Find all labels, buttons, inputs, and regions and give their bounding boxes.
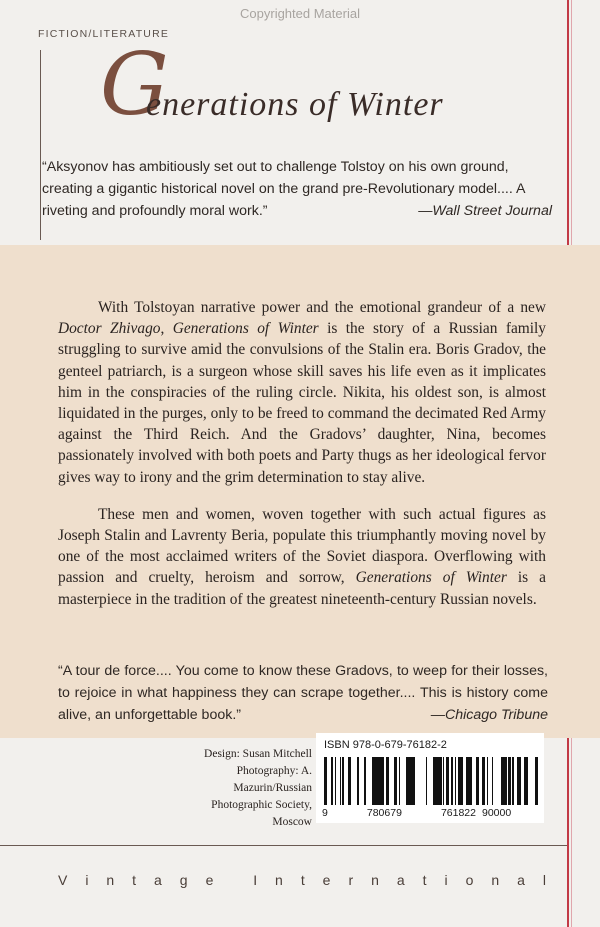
publisher-letter: e [322,872,331,888]
barcode-digits-right: 761822 [440,807,476,819]
barcode-bar [364,757,366,805]
description-paragraph-2: These men and women, woven together with such actual figures as Joseph Stalin and Lavrenty Beria, populate this triumphantly moving novel by one of the most acclaimed writers of the Soviet diaspora. Overflowing with passion and cruelty, heroism and sorrow, Generations of Winter is a masterpiece in the tradition of the greatest nineteenth-century Russian novels. [58,505,546,608]
barcode-bar [340,757,341,805]
publisher-letter [231,872,235,888]
barcode-bar [482,757,485,805]
credit-photography: Photography: A. Mazurin/Russian [233,765,312,794]
barcode-bar [406,757,408,805]
barcode-bar [379,757,382,805]
credits [180,746,312,831]
barcode-bar [471,757,472,805]
barcode-bar [433,757,436,805]
barcode-bar [394,757,395,805]
credit-design: Design: Susan Mitchell [204,748,312,760]
publisher-letter: i [444,872,448,888]
barcode-bar [535,757,538,805]
quote-source: —Wall Street Journal [418,203,552,219]
publisher-letter: e [205,872,214,888]
barcode-bar [439,757,442,805]
barcode-bar [443,757,444,805]
barcode-bar [512,757,514,805]
book-title [100,35,540,142]
publisher-letter: I [253,872,258,888]
barcode-bar [386,757,388,805]
barcode-bar [455,757,456,805]
title-initial: G [100,35,169,135]
barcode-bar [413,757,415,805]
review-quote-bottom [58,660,548,726]
barcode-bar [524,757,526,805]
credit-photography-org: Photographic Society, Moscow [211,799,312,828]
barcode-bar [438,757,439,805]
barcode-bar [517,757,518,805]
publisher-letter: n [275,872,283,888]
barcode-bar [343,757,344,805]
publisher-imprint [58,872,546,888]
publisher-letter: n [491,872,500,888]
barcode-addon-bars [476,757,538,805]
barcode-bar [373,757,376,805]
description-body [58,297,546,626]
barcode-bar [458,757,461,805]
barcode-bar [476,757,479,805]
publisher-letter: a [154,872,162,888]
barcode-bar [501,757,504,805]
quote-text: “A tour de force.... You come to know these Gradovs, to weep for their losses, to rejoice in what happiness they can scrape together.... This is history come alive, an unforgettable book.” [58,663,548,723]
barcode-bar [519,757,521,805]
barcode-bar [487,757,488,805]
barcode-bar [426,757,427,805]
barcode-bar [342,757,343,805]
barcode-bar [335,757,336,805]
barcode-bar [411,757,412,805]
barcode-bar [506,757,507,805]
barcode-digits [322,807,476,819]
barcode-bar [451,757,453,805]
isbn-text: ISBN 978-0-679-76182-2 [324,739,447,751]
publisher-letter: g [179,872,188,888]
barcode-bar [372,757,373,805]
publisher-letter: a [396,872,405,888]
barcode-bar [331,757,333,805]
barcode-bar [504,757,506,805]
barcode-main-bars [324,757,472,805]
publisher-letter: t [300,872,305,888]
barcode-bar [382,757,384,805]
barcode-bar [348,757,351,805]
barcode-bar [357,757,359,805]
barcode-bar [408,757,410,805]
publisher-letter: a [517,872,525,888]
watermark: Copyrighted Material [240,6,360,21]
publisher-letter: V [58,872,68,888]
rule-vertical-left-top [40,50,41,240]
category-label: FICTION/LITERATURE [38,28,170,40]
publisher-letter: n [371,872,379,888]
publisher-letter: o [465,872,474,888]
barcode-bar [468,757,471,805]
quote-text: “Aksyonov has ambitiously set out to challenge Tolstoy on his own ground, creating a gigantic historical novel on the grand pre-Revolutionary model.... A riveting and profoundly moral work.” [42,159,525,219]
barcode-bar [412,757,413,805]
publisher-letter: l [542,872,546,888]
description-paragraph-1: With Tolstoyan narrative power and the emotional grandeur of a new Doctor Zhivago, Generations of Winter is the story of a Russian family struggling to survive amid the convulsions of the Stalin era. Boris Gradov, the genteel patriarch, is a surgeon whose skill saves his life even as it implicates him in the conspiracies of the ruling circle. Nikita, his oldest son, is almost liquidated in the purges, only to be freed to command the decimated Red Army against the Third Reich. And the Gradovs’ daughter, Nina, becomes passionately involved with both poets and Party thugs as her ideological fervor gives way to irony and the grim determination to stay alive. [58,299,546,486]
publisher-letter: r [348,872,354,888]
barcode-bar [399,757,400,805]
barcode-box [316,733,544,823]
barcode-bar [518,757,519,805]
barcode-bar [324,757,327,805]
barcode-bar [410,757,411,805]
rule-horizontal-bottom [0,845,567,846]
review-quote-top [42,156,552,222]
barcode-bar [492,757,493,805]
publisher-letter: n [106,872,115,888]
publisher-letter: t [422,872,427,888]
barcode-bar [388,757,389,805]
barcode-bar [376,757,379,805]
barcode-bar [508,757,511,805]
barcode-bar [446,757,449,805]
barcode-digits-left: 780679 [366,807,402,819]
title-text: enerations of Winter [146,86,444,123]
barcode-addon-digits: 90000 [482,807,512,819]
barcode-bar [436,757,438,805]
barcode-bar [526,757,528,805]
barcode-bar [461,757,463,805]
barcode-bar [466,757,468,805]
publisher-letter: i [85,872,89,888]
barcode-bar [395,757,397,805]
quote-source: —Chicago Tribune [430,707,548,723]
publisher-letter: t [132,872,137,888]
barcode-digit-lead: 9 [322,807,328,819]
